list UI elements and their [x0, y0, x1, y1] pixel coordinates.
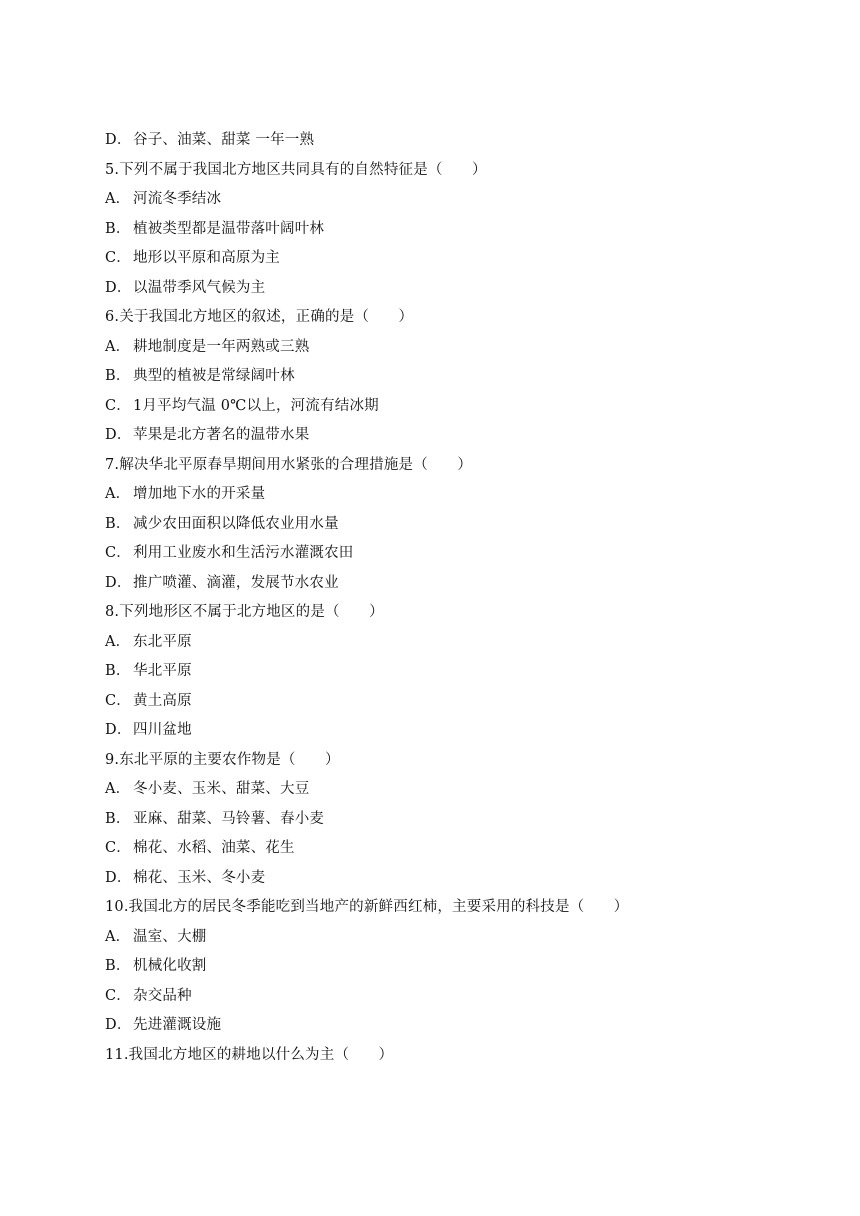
question-text: 7.解决华北平原春旱期间用水紧张的合理措施是（ ） [105, 456, 473, 473]
option-letter: B． [105, 220, 131, 237]
option-letter: A． [105, 633, 131, 650]
question-text: 10.我国北方的居民冬季能吃到当地产的新鲜西红柿，主要采用的科技是（ ） [105, 899, 629, 915]
option-text: 黄土高原 [133, 692, 192, 709]
option-text: 先进灌溉设施 [133, 1017, 222, 1033]
answer-option [105, 805, 765, 835]
option-letter: C． [105, 840, 131, 856]
option-text: 东北平原 [133, 633, 192, 650]
option-letter: B． [105, 663, 131, 679]
question-stem [105, 746, 765, 776]
answer-option [105, 333, 765, 363]
answer-option [105, 126, 765, 156]
option-text: 华北平原 [133, 663, 192, 679]
answer-option [105, 215, 765, 245]
question-text: 5.下列不属于我国北方地区共同具有的自然特征是（ ） [105, 161, 487, 178]
option-letter: B． [105, 368, 131, 384]
answer-option [105, 480, 765, 510]
answer-option [105, 952, 765, 982]
question-list [105, 126, 765, 1070]
question-text: 8.下列地形区不属于北方地区的是（ ） [105, 604, 384, 620]
answer-option [105, 628, 765, 658]
question-stem [105, 893, 765, 923]
option-text: 棉花、玉米、冬小麦 [133, 869, 266, 886]
option-letter: A． [105, 191, 131, 207]
option-text: 耕地制度是一年两熟或三熟 [133, 338, 310, 355]
answer-option [105, 716, 765, 746]
option-text: 减少农田面积以降低农业用水量 [133, 515, 339, 532]
option-text: 以温带季风气候为主 [133, 279, 266, 296]
answer-option [105, 421, 765, 451]
answer-option [105, 982, 765, 1012]
option-text: 典型的植被是常绿阔叶林 [133, 368, 295, 384]
answer-option [105, 923, 765, 953]
question-stem [105, 156, 765, 186]
answer-option [105, 1011, 765, 1041]
option-letter: D． [105, 132, 132, 148]
option-text: 苹果是北方著名的温带水果 [133, 427, 310, 443]
question-stem [105, 1041, 765, 1071]
answer-option [105, 274, 765, 304]
question-text: 9.东北平原的主要农作物是（ ） [105, 751, 340, 768]
option-text: 地形以平原和高原为主 [133, 250, 280, 266]
option-letter: C． [105, 250, 131, 266]
option-letter: B． [105, 958, 131, 974]
question-stem [105, 598, 765, 628]
answer-option [105, 657, 765, 687]
question-text: 11.我国北方地区的耕地以什么为主（ ） [105, 1046, 394, 1063]
answer-option [105, 510, 765, 540]
answer-option [105, 687, 765, 717]
option-text: 推广喷灌、滴灌，发展节水农业 [133, 574, 339, 591]
option-text: 植被类型都是温带落叶阔叶林 [133, 220, 325, 237]
question-stem [105, 303, 765, 333]
option-letter: B． [105, 810, 131, 827]
option-letter: D． [105, 1017, 132, 1033]
answer-option [105, 834, 765, 864]
answer-option [105, 244, 765, 274]
option-letter: A． [105, 486, 131, 502]
option-letter: D． [105, 574, 132, 591]
answer-option [105, 185, 765, 215]
option-letter: C． [105, 987, 131, 1004]
answer-option [105, 864, 765, 894]
answer-option [105, 775, 765, 805]
option-letter: D． [105, 722, 132, 738]
option-letter: A． [105, 928, 131, 945]
option-letter: D． [105, 869, 132, 886]
option-text: 机械化收割 [133, 958, 207, 974]
answer-option [105, 539, 765, 569]
option-text: 温室、大棚 [133, 928, 207, 945]
option-letter: C． [105, 397, 131, 414]
question-stem [105, 451, 765, 481]
option-text: 冬小麦、玉米、甜菜、大豆 [133, 781, 310, 797]
option-letter: D． [105, 279, 132, 296]
option-text: 1月平均气温 0℃以上，河流有结冰期 [133, 397, 379, 414]
answer-option [105, 569, 765, 599]
option-text: 棉花、水稻、油菜、花生 [133, 840, 295, 856]
option-text: 四川盆地 [133, 722, 192, 738]
option-letter: B． [105, 515, 131, 532]
option-letter: A． [105, 781, 131, 797]
option-text: 河流冬季结冰 [133, 191, 222, 207]
option-text: 杂交品种 [133, 987, 192, 1004]
option-text: 利用工业废水和生活污水灌溉农田 [133, 545, 354, 561]
option-text: 亚麻、甜菜、马铃薯、春小麦 [133, 810, 325, 827]
option-text: 增加地下水的开采量 [133, 486, 266, 502]
option-text: 谷子、油菜、甜菜 一年一熟 [133, 132, 315, 148]
option-letter: D． [105, 427, 132, 443]
question-text: 6.关于我国北方地区的叙述，正确的是（ ） [105, 309, 414, 325]
answer-option [105, 392, 765, 422]
option-letter: C． [105, 692, 131, 709]
answer-option [105, 362, 765, 392]
option-letter: A． [105, 338, 131, 355]
option-letter: C． [105, 545, 131, 561]
